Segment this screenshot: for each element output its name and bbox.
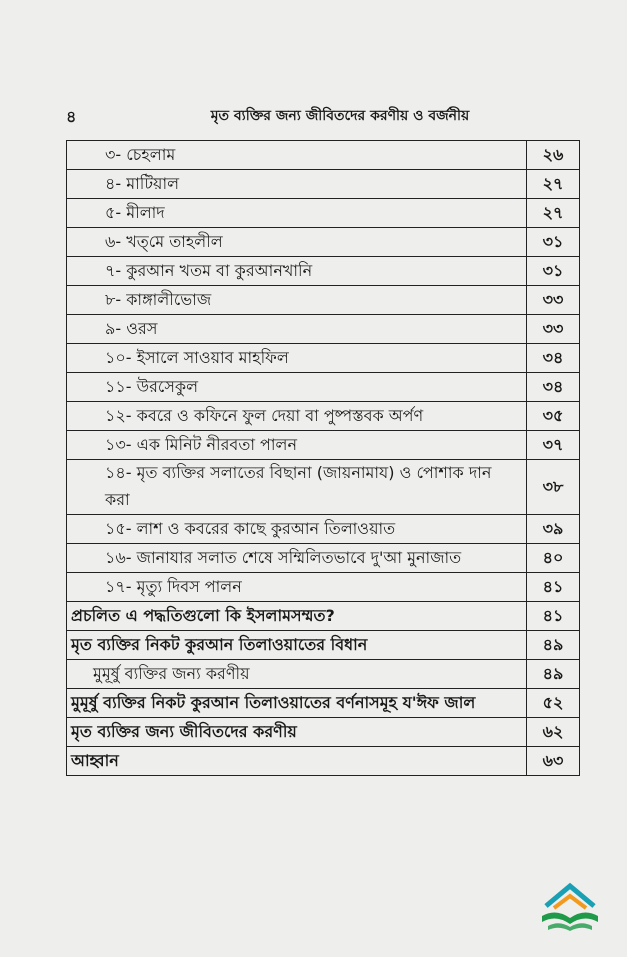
toc-entry-page: ২৭: [527, 170, 580, 199]
toc-entry-page: ৩৩: [527, 315, 580, 344]
toc-row: [67, 747, 580, 776]
toc-entry-page: ৪০: [527, 544, 580, 573]
toc-row: [67, 170, 580, 199]
toc-entry-title: ১৩- এক মিনিট নীরবতা পালন: [67, 431, 527, 460]
toc-row: [67, 515, 580, 544]
toc-row: [67, 344, 580, 373]
toc-entry-page: ২৭: [527, 199, 580, 228]
toc-entry-title: প্রচলিত এ পদ্ধতিগুলো কি ইসলামসম্মত?: [67, 602, 527, 631]
toc-entry-page: ৩৮: [527, 460, 580, 515]
toc-entry-page: ৩১: [527, 228, 580, 257]
toc-entry-title: ৪- মাটিয়াল: [67, 170, 527, 199]
toc-entry-title: ৩- চেহলাম: [67, 141, 527, 170]
toc-entry-title: ১৪- মৃত ব্যক্তির সলাতের বিছানা (জায়নামায) ও পোশাক দান করা: [67, 460, 527, 515]
toc-entry-title: ১০- ইসালে সাওয়াব মাহফিল: [67, 344, 527, 373]
toc-row: [67, 602, 580, 631]
toc-entry-page: ৪৯: [527, 631, 580, 660]
toc-entry-page: ৩৯: [527, 515, 580, 544]
toc-entry-page: ৩৭: [527, 431, 580, 460]
toc-entry-title: মুমূর্ষু ব্যক্তির জন্য করণীয়: [67, 660, 527, 689]
toc-entry-title: ১২- কবরে ও কফিনে ফুল দেয়া বা পুষ্পস্তবক অর্পণ: [67, 402, 527, 431]
toc-entry-title: ১১- উরসেকুল: [67, 373, 527, 402]
running-title: মৃত ব্যক্তির জন্য জীবিতদের করণীয় ও বর্জনীয়: [210, 108, 470, 124]
toc-row: [67, 431, 580, 460]
toc-entry-page: ৪১: [527, 602, 580, 631]
toc-entry-page: ২৬: [527, 141, 580, 170]
toc-entry-title: ৭- কুরআন খতম বা কুরআনখানি: [67, 257, 527, 286]
toc-row: [67, 286, 580, 315]
toc-entry-title: মৃত ব্যক্তির জন্য জীবিতদের করণীয়: [67, 718, 527, 747]
toc-row: [67, 631, 580, 660]
toc-entry-page: ৬৩: [527, 747, 580, 776]
toc-entry-page: ৩১: [527, 257, 580, 286]
toc-row: [67, 373, 580, 402]
toc-row: [67, 199, 580, 228]
toc-entry-page: ৩৫: [527, 402, 580, 431]
toc-entry-page: ৩৪: [527, 373, 580, 402]
toc-entry-page: ৩৩: [527, 286, 580, 315]
toc-row: [67, 315, 580, 344]
toc-row: [67, 460, 580, 515]
page-number: ৪: [66, 107, 77, 126]
toc-row: [67, 660, 580, 689]
toc-entry-title: ৮- কাঙ্গালীভোজ: [67, 286, 527, 315]
toc-row: [67, 257, 580, 286]
toc-entry-page: ৩৪: [527, 344, 580, 373]
toc-row: [67, 718, 580, 747]
toc-entry-title: আহ্বান: [67, 747, 527, 776]
toc-row: [67, 141, 580, 170]
toc-row: [67, 228, 580, 257]
table-of-contents: [66, 140, 580, 776]
toc-entry-page: ৬২: [527, 718, 580, 747]
toc-entry-title: ১৭- মৃত্যু দিবস পালন: [67, 573, 527, 602]
toc-entry-page: ৪৯: [527, 660, 580, 689]
toc-entry-title: মুমূর্ষু ব্যক্তির নিকট কুরআন তিলাওয়াতের বর্ণনাসমূহ য'ঈফ জাল: [67, 689, 527, 718]
toc-row: [67, 573, 580, 602]
toc-row: [67, 544, 580, 573]
toc-entry-page: ৪১: [527, 573, 580, 602]
toc-entry-title: ১৬- জানাযার সলাত শেষে সম্মিলিতভাবে দু'আ মুনাজাত: [67, 544, 527, 573]
toc-row: [67, 689, 580, 718]
toc-entry-title: মৃত ব্যক্তির নিকট কুরআন তিলাওয়াতের বিধান: [67, 631, 527, 660]
publisher-logo-icon: [540, 880, 600, 935]
toc-row: [67, 402, 580, 431]
toc-entry-page: ৫২: [527, 689, 580, 718]
toc-entry-title: ৬- খত্‌মে তাহলীল: [67, 228, 527, 257]
toc-entry-title: ৫- মীলাদ: [67, 199, 527, 228]
toc-entry-title: ১৫- লাশ ও কবরের কাছে কুরআন তিলাওয়াত: [67, 515, 527, 544]
toc-entry-title: ৯- ওরস: [67, 315, 527, 344]
